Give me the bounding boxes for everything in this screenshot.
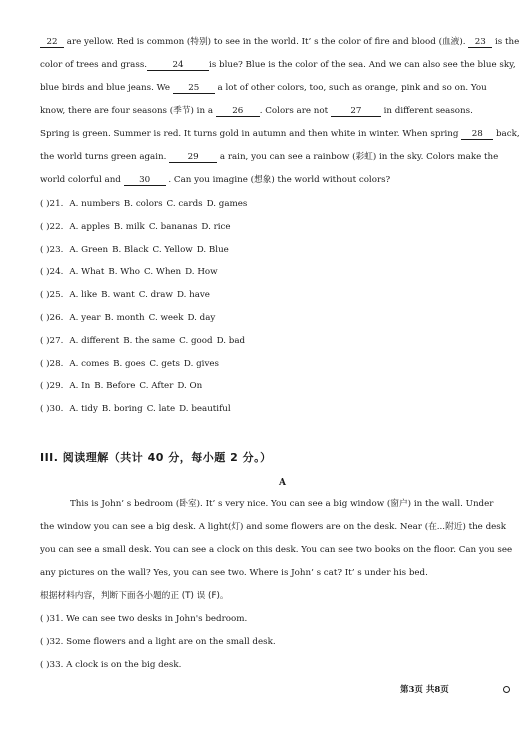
blank-23: 23: [468, 37, 492, 48]
passage-instruction: 根据材料内容，判断下面各小题的正 (T) 误 (F)。: [40, 591, 229, 601]
question-number: ( )21.: [40, 199, 64, 209]
option-c: C. draw: [138, 290, 173, 301]
option-b: B. Black: [112, 244, 149, 255]
option-c: C. Yellow: [152, 244, 193, 255]
corner-mark: [503, 686, 510, 693]
cloze-text: world colorful and: [40, 175, 124, 185]
passage-line-3: you can see a small desk. You can see a clock on this desk. You can see two books on the floor. Can you see: [40, 545, 513, 555]
option-c: C. late: [146, 404, 176, 415]
blank-25: 25: [173, 83, 215, 94]
cloze-line-3: [40, 82, 510, 94]
choice-question-23: [40, 244, 233, 256]
choice-question-29: [40, 380, 206, 392]
tf-question-32: ( )32. Some flowers and a light are on the small desk.: [40, 637, 276, 647]
option-b: B. Before: [94, 381, 136, 392]
cloze-line-1: [40, 36, 520, 48]
option-b: B. colors: [123, 199, 163, 209]
cloze-text: is the: [492, 37, 520, 47]
choice-question-24: [40, 266, 222, 278]
option-b: B. goes: [113, 358, 146, 369]
option-c: C. cards: [166, 199, 203, 209]
choice-question-21: [40, 198, 251, 210]
blank-26: 26: [216, 106, 260, 117]
option-d: D. Blue: [196, 244, 229, 255]
option-b: B. Who: [108, 267, 141, 278]
cloze-text: Spring is green. Summer is red. It turns gold in autumn and then white in winter. When spring: [40, 129, 462, 139]
cloze-text: back,: [493, 129, 520, 139]
option-b: B. want: [101, 290, 135, 301]
cloze-text: . Colors are not: [259, 106, 331, 116]
option-d: D. games: [206, 199, 248, 209]
option-a: A. comes: [69, 358, 110, 369]
passage-line-4: any pictures on the wall? Yes, you can see two. Where is John’ s cat? It’ s under his bed.: [40, 568, 428, 578]
cloze-line-4: [40, 105, 510, 117]
section-title: III. 阅读理解（共计 40 分，每小题 2 分。）: [40, 451, 272, 464]
option-d: D. day: [187, 313, 216, 323]
option-d: D. bad: [216, 335, 246, 346]
cloze-text: a rain, you can see a rainbow (彩虹) in the sky. Colors make the: [217, 152, 499, 162]
choice-question-25: [40, 289, 214, 301]
choice-question-30: [40, 403, 235, 415]
cloze-line-2: [40, 59, 516, 71]
cloze-text: color of trees and grass.: [40, 60, 148, 70]
passage-line-1: This is John’ s bedroom (卧室). It’ s very nice. You can see a big window (窗户) in the wall. Under: [70, 499, 494, 509]
question-number: ( )29.: [40, 381, 64, 392]
option-c: C. After: [139, 381, 174, 392]
question-number: ( )30.: [40, 404, 64, 415]
passage-line-2: the window you can see a big desk. A light(灯) and some flowers are on the desk. Near (在...附近) the desk: [40, 522, 507, 532]
option-a: A. apples: [69, 221, 110, 232]
option-d: D. rice: [201, 221, 231, 232]
cloze-text: in different seasons.: [380, 106, 473, 116]
question-number: ( )27.: [40, 335, 64, 346]
blank-28: 28: [461, 129, 493, 140]
option-c: C. bananas: [148, 221, 198, 232]
blank-27: 27: [331, 106, 381, 117]
option-a: A. like: [69, 290, 98, 301]
question-number: ( )28.: [40, 358, 64, 369]
choice-question-28: [40, 358, 223, 370]
cloze-line-5: [40, 128, 520, 140]
option-d: D. How: [185, 267, 218, 278]
question-number: ( )25.: [40, 290, 64, 301]
option-d: D. have: [176, 290, 210, 301]
cloze-line-6: [40, 151, 510, 163]
cloze-text: the world turns green again.: [40, 152, 170, 162]
cloze-line-7: [40, 174, 510, 186]
option-d: D. On: [177, 381, 203, 392]
choice-question-22: [40, 221, 235, 233]
cloze-text: blue birds and blue jeans. We: [40, 83, 173, 93]
option-c: C. week: [148, 313, 184, 323]
passage-letter: A: [279, 478, 286, 488]
tf-question-33: ( )33. A clock is on the big desk.: [40, 660, 182, 670]
cloze-text: is blue? Blue is the color of the sea. And we can also see the blue sky,: [209, 60, 516, 70]
option-c: C. good: [179, 335, 213, 346]
question-number: ( )26.: [40, 313, 64, 323]
cloze-text: . Can you imagine (想象) the world without colors?: [165, 175, 391, 185]
option-a: A. year: [69, 313, 101, 323]
cloze-text: a lot of other colors, too, such as orange, pink and so on. You: [214, 83, 487, 93]
blank-30: 30: [124, 175, 166, 186]
cloze-text: know, there are four seasons (季节) in a: [40, 106, 216, 116]
option-d: D. beautiful: [179, 404, 231, 415]
choice-question-26: [40, 312, 219, 324]
option-d: D. gives: [183, 358, 219, 369]
option-c: C. When: [144, 267, 182, 278]
option-a: A. What: [69, 267, 105, 278]
tf-question-31: ( )31. We can see two desks in John's bedroom.: [40, 614, 248, 624]
option-b: B. the same: [123, 335, 176, 346]
option-a: A. tidy: [69, 404, 98, 415]
option-a: A. different: [69, 335, 120, 346]
question-number: ( )23.: [40, 244, 64, 255]
blank-24: 24: [147, 60, 209, 71]
cloze-text: are yellow. Red is common (特别) to see in the world. It’ s the color of fire and blood (血液).: [64, 37, 469, 47]
option-b: B. milk: [113, 221, 145, 232]
option-a: A. In: [69, 381, 91, 392]
blank-22: 22: [40, 37, 64, 48]
option-a: A. numbers: [69, 199, 120, 209]
question-number: ( )22.: [40, 221, 64, 232]
option-b: B. month: [104, 313, 145, 323]
question-number: ( )24.: [40, 267, 64, 278]
option-c: C. gets: [149, 358, 180, 369]
option-a: A. Green: [69, 244, 109, 255]
page-number: 第3页 共8页: [400, 685, 449, 695]
blank-29: 29: [169, 152, 217, 163]
option-b: B. boring: [101, 404, 143, 415]
choice-question-27: [40, 335, 249, 347]
